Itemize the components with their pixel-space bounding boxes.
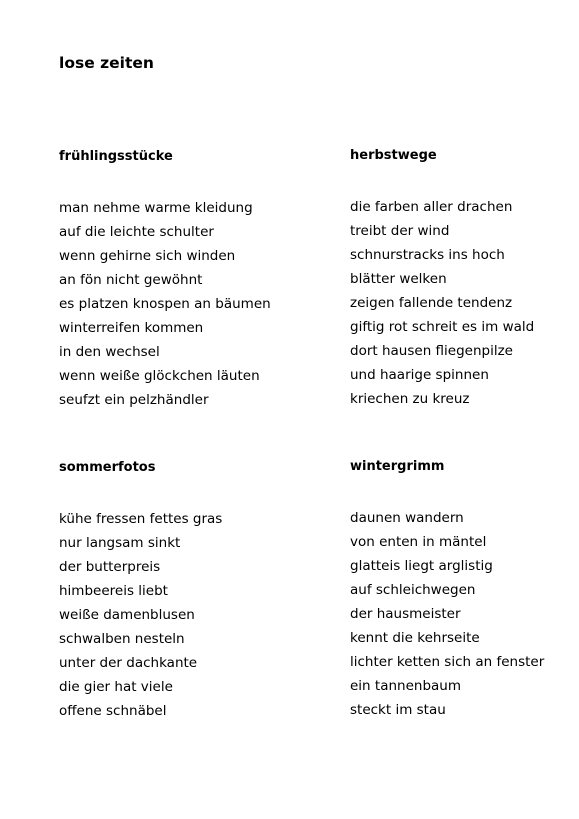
poem-line: schnurstracks ins hoch — [350, 247, 505, 263]
poem-line: nur langsam sinkt — [59, 535, 181, 551]
poem-line: die gier hat viele — [59, 679, 173, 695]
poem-lines — [59, 507, 284, 723]
poem-line: dort hausen fliegenpilze — [350, 343, 513, 359]
poem-lines — [59, 196, 284, 412]
poem-line: wenn weiße glöckchen läuten — [59, 368, 260, 384]
poem-line: winterreifen kommen — [59, 320, 204, 336]
poem-wintergrimm — [350, 458, 565, 722]
poem-line: an fön nicht gewöhnt — [59, 272, 203, 288]
poem-line: ein tannenbaum — [350, 678, 461, 694]
poem-line: und haarige spinnen — [350, 367, 489, 383]
poem-lines — [350, 506, 565, 722]
poem-heading: frühlingsstücke — [59, 149, 173, 164]
poem-heading: herbstwege — [350, 148, 437, 163]
poem-line: offene schnäbel — [59, 703, 167, 719]
poem-line: treibt der wind — [350, 223, 450, 239]
poem-line: schwalben nesteln — [59, 631, 185, 647]
poem-sommerfotos — [59, 459, 284, 723]
poem-line: giftig rot schreit es im wald — [350, 319, 535, 335]
poem-line: glatteis liegt arglistig — [350, 558, 493, 574]
poem-line: auf die leichte schulter — [59, 224, 214, 240]
poem-line: auf schleichwegen — [350, 582, 476, 598]
poem-line: blätter welken — [350, 271, 447, 287]
poem-line: von enten in mäntel — [350, 534, 487, 550]
poem-line: himbeereis liebt — [59, 583, 168, 599]
poem-fruehlingsstuecke — [59, 148, 284, 412]
poem-line: weiße damenblusen — [59, 607, 195, 623]
poem-heading: sommerfotos — [59, 460, 156, 475]
poem-herbstwege — [350, 147, 565, 411]
poem-lines — [350, 195, 565, 411]
poem-line: seufzt ein pelzhändler — [59, 392, 209, 408]
poem-line: man nehme warme kleidung — [59, 200, 253, 216]
poem-line: kühe fressen fettes gras — [59, 511, 223, 527]
poem-line: es platzen knospen an bäumen — [59, 296, 271, 312]
poem-line: der hausmeister — [350, 606, 461, 622]
poem-line: der butterpreis — [59, 559, 161, 575]
poem-line: kennt die kehrseite — [350, 630, 480, 646]
poem-line: daunen wandern — [350, 510, 464, 526]
poem-line: unter der dachkante — [59, 655, 198, 671]
poem-line: in den wechsel — [59, 344, 160, 360]
poem-line: die farben aller drachen — [350, 199, 513, 215]
poem-line: kriechen zu kreuz — [350, 391, 470, 407]
poem-line: wenn gehirne sich winden — [59, 248, 236, 264]
poem-line: steckt im stau — [350, 702, 446, 718]
page-title: lose zeiten — [59, 54, 154, 72]
poem-line: lichter ketten sich an fenster — [350, 654, 545, 670]
poem-line: zeigen fallende tendenz — [350, 295, 513, 311]
poem-heading: wintergrimm — [350, 459, 445, 474]
